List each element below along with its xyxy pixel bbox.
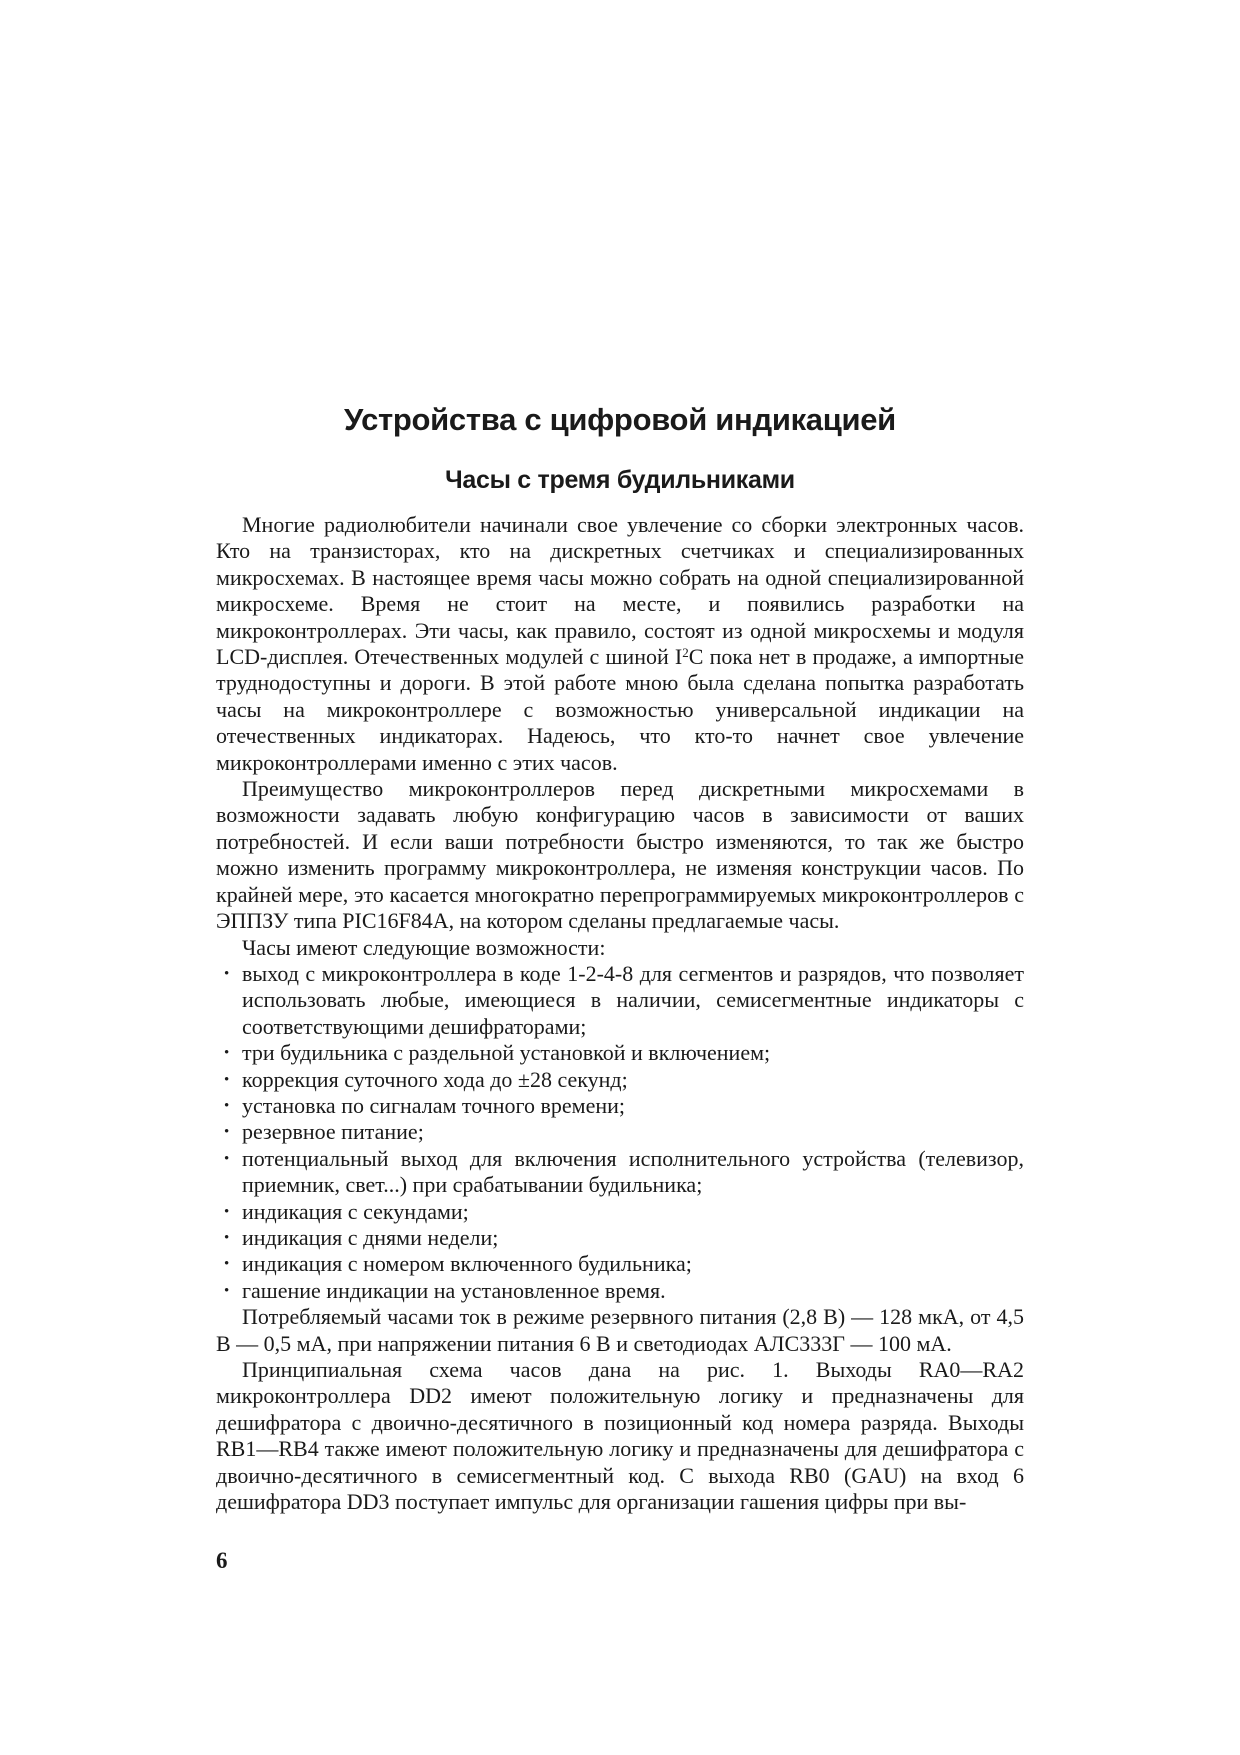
features-list — [216, 961, 1024, 1304]
list-item: • коррекция суточного хода до ±28 секунд; — [216, 1067, 1024, 1093]
paragraph-intro-part1: Многие радиолюбители начинали свое увлечение со сборки электронных часов. Кто на транзисторах, кто на дискретных счетчиках и специализированных микросхемах. В настоящее время часы можно собрать на одной специализированной микросхеме. Время не стоит на месте, и появились разработки на микроконтроллерах. Эти часы, как правило, состоят из одной микросхемы и модуля LCD-дисплея. Отечественных модулей с шиной I — [216, 512, 1024, 670]
page-number: 6 — [216, 1548, 228, 1573]
paragraph-intro — [216, 512, 1024, 776]
superscript: 2 — [682, 645, 689, 661]
paragraph-intro-part2: C пока нет в продаже, а импортные труднодоступны и дороги. В этой работе мною была сделана попытка разработать часы на микроконтроллере с возможностью универсальной индикации на отечественных индикаторах. Надеюсь, что кто-то начнет свое увлечение микроконтроллерами именно с этих часов. — [216, 644, 1024, 775]
features-intro: Часы имеют следующие возможности: — [242, 934, 606, 960]
list-item: • индикация с номером включенного будильника; — [216, 1251, 1024, 1277]
list-item: • три будильника с раздельной установкой и включением; — [216, 1040, 1024, 1066]
list-item: • установка по сигналам точного времени; — [216, 1093, 1024, 1119]
paragraph-schematic: Принципиальная схема часов дана на рис. 1. Выходы RA0—RA2 микроконтроллера DD2 имеют положительную логику и предназначены для дешифратора с двоично-десятичного в позиционный код номера разряда. Выходы RB1—RB4 также имеют положительную логику и предназначены для дешифратора с двоично-десятичного в семисегментный код. С выхода RB0 (GAU) на вход 6 дешифратора DD3 поступает импульс для организации гашения цифры при вы- — [216, 1357, 1024, 1515]
paragraph-advantages: Преимущество микроконтроллеров перед дискретными микросхемами в возможности задавать любую конфигурацию часов в зависимости от ваших потребностей. И если ваши потребности быстро изменяются, то так же быстро можно изменить программу микроконтроллера, не изменяя конструкции часов. По крайней мере, это касается многократно перепрограммируемых микроконтроллеров с ЭППЗУ типа PIC16F84A, на котором сделаны предлагаемые часы. — [216, 776, 1024, 934]
chapter-title: Устройства с цифровой индикацией — [344, 402, 896, 437]
paragraph-power: Потребляемый часами ток в режиме резервного питания (2,8 В) — 128 мкА, от 4,5 В — 0,5 мА, при напряжении питания 6 В и светодиодах АЛС333Г — 100 мА. — [216, 1304, 1024, 1356]
list-item: • гашение индикации на установленное время. — [216, 1278, 1024, 1304]
body-text — [216, 512, 1024, 1515]
list-item: • потенциальный выход для включения исполнительного устройства (телевизор, приемник, свет...) при срабатывании будильника; — [216, 1146, 1024, 1199]
list-item: • индикация с днями недели; — [216, 1225, 1024, 1251]
section-title: Часы с тремя будильниками — [445, 466, 795, 494]
list-item: • выход с микроконтроллера в коде 1-2-4-8 для сегментов и разрядов, что позволяет использовать любые, имеющиеся в наличии, семисегментные индикаторы с соответствующими дешифраторами; — [216, 961, 1024, 1040]
list-item: • резервное питание; — [216, 1119, 1024, 1145]
list-item: • индикация с секундами; — [216, 1199, 1024, 1225]
